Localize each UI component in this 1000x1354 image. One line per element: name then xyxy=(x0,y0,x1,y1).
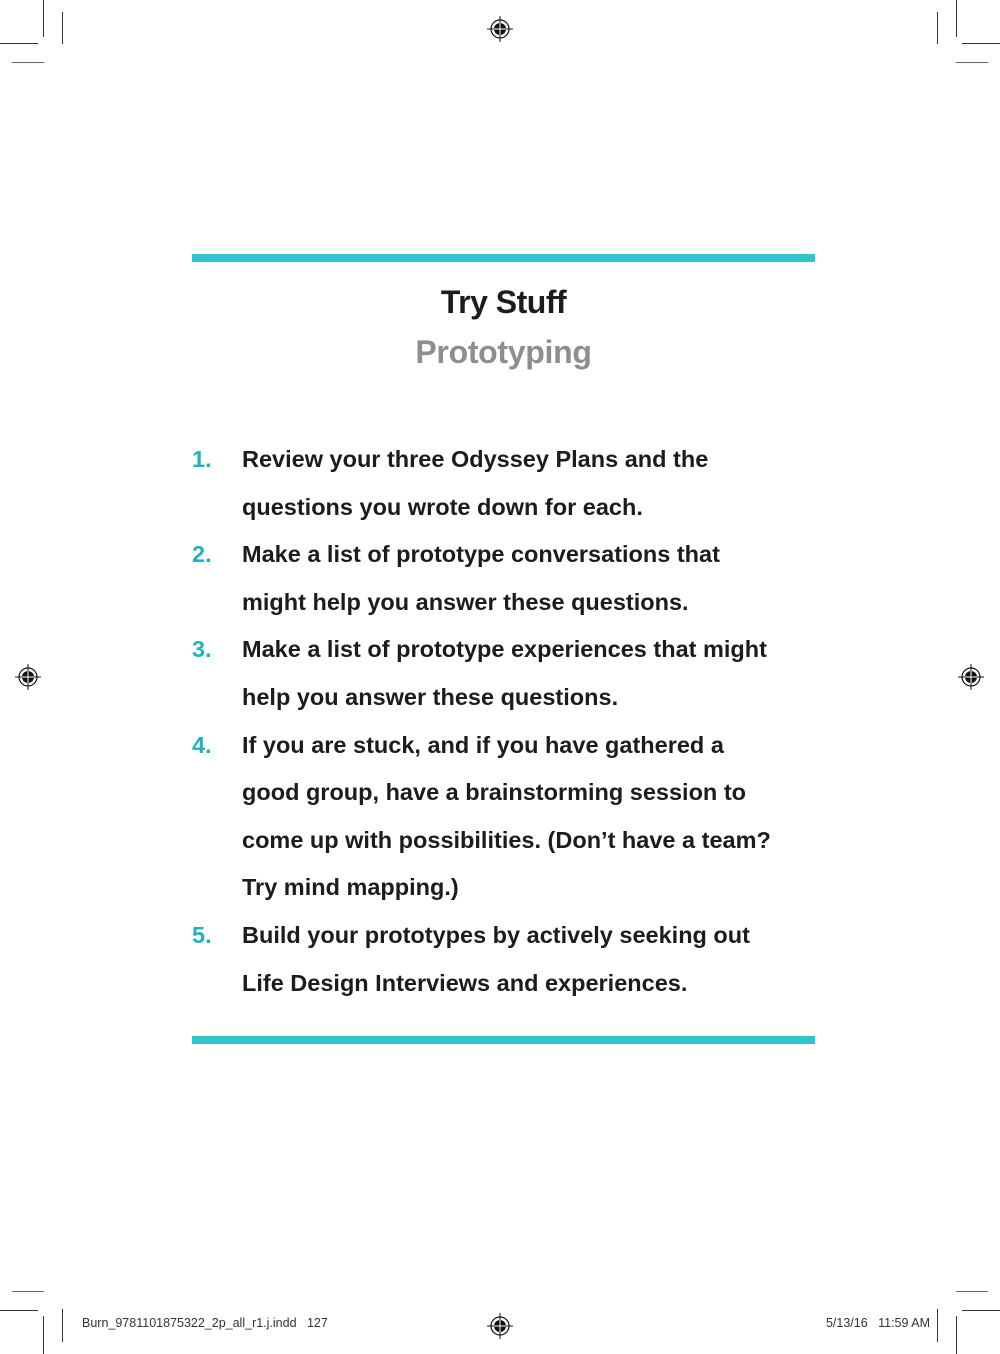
steps-list xyxy=(192,436,832,1007)
crop-mark-bottom-right-vertical xyxy=(956,1316,957,1354)
crop-mark-top-left-vertical xyxy=(43,0,44,37)
registration-target-icon xyxy=(958,664,984,690)
slug-time: 11:59 AM xyxy=(878,1316,930,1330)
item-line: good group, have a brainstorming session to xyxy=(242,779,746,806)
list-item xyxy=(192,436,832,531)
item-number: 3. xyxy=(192,636,212,663)
item-line: Make a list of prototype experiences that might xyxy=(242,636,767,663)
crop-mark-top-right-vertical xyxy=(956,0,957,37)
list-item xyxy=(192,626,832,721)
list-item xyxy=(192,531,832,626)
item-line: questions you wrote down for each. xyxy=(242,493,643,520)
crop-mark-bottom-right-horizontal xyxy=(962,1310,1000,1311)
item-line: Make a list of prototype conversations that xyxy=(242,541,720,568)
slug-filename xyxy=(82,1316,328,1330)
crop-mark-bottom-left-vertical-inner xyxy=(62,1309,63,1342)
item-line: might help you answer these questions. xyxy=(242,588,689,615)
slug-date: 5/13/16 xyxy=(825,1316,868,1330)
list-item xyxy=(192,722,832,912)
page-subtitle: Prototyping xyxy=(415,334,592,370)
crop-mark-top-left-bleed xyxy=(12,62,44,63)
slug-timestamp xyxy=(826,1316,930,1330)
item-line: Review your three Odyssey Plans and the xyxy=(242,446,709,472)
item-number: 1. xyxy=(192,446,212,472)
item-number: 2. xyxy=(192,541,212,568)
slug-page-number: 127 xyxy=(306,1316,328,1330)
top-accent-rule xyxy=(192,254,815,262)
crop-mark-top-right-horizontal xyxy=(962,43,1000,44)
item-number: 5. xyxy=(192,921,212,948)
item-line: come up with possibilities. (Don’t have a team? xyxy=(242,826,771,853)
item-line: If you are stuck, and if you have gathered a xyxy=(242,731,724,758)
item-number: 4. xyxy=(192,731,212,758)
slug-file: Burn_9781101875322_2p_all_r1.j.indd xyxy=(82,1316,297,1330)
crop-mark-top-left-vertical-inner xyxy=(62,12,63,44)
item-line: Try mind mapping.) xyxy=(242,874,459,901)
crop-mark-top-left-horizontal xyxy=(0,43,38,44)
crop-mark-bottom-right-vertical-inner xyxy=(937,1309,938,1342)
crop-mark-bottom-left-bleed xyxy=(12,1291,44,1292)
item-line: help you answer these questions. xyxy=(242,683,619,710)
crop-mark-bottom-left-vertical xyxy=(43,1316,44,1354)
crop-mark-top-right-vertical-inner xyxy=(937,12,938,44)
crop-mark-top-right-bleed xyxy=(956,62,988,63)
item-line: Build your prototypes by actively seeking out xyxy=(242,921,750,948)
registration-target-icon xyxy=(487,1313,513,1339)
crop-mark-bottom-right-bleed xyxy=(956,1291,988,1292)
registration-target-icon xyxy=(15,664,41,690)
page-title: Try Stuff xyxy=(440,284,567,320)
registration-target-icon xyxy=(487,16,513,42)
item-line: Life Design Interviews and experiences. xyxy=(242,969,688,996)
bottom-accent-rule xyxy=(192,1036,815,1044)
list-item xyxy=(192,912,832,1007)
crop-mark-bottom-left-horizontal xyxy=(0,1310,38,1311)
